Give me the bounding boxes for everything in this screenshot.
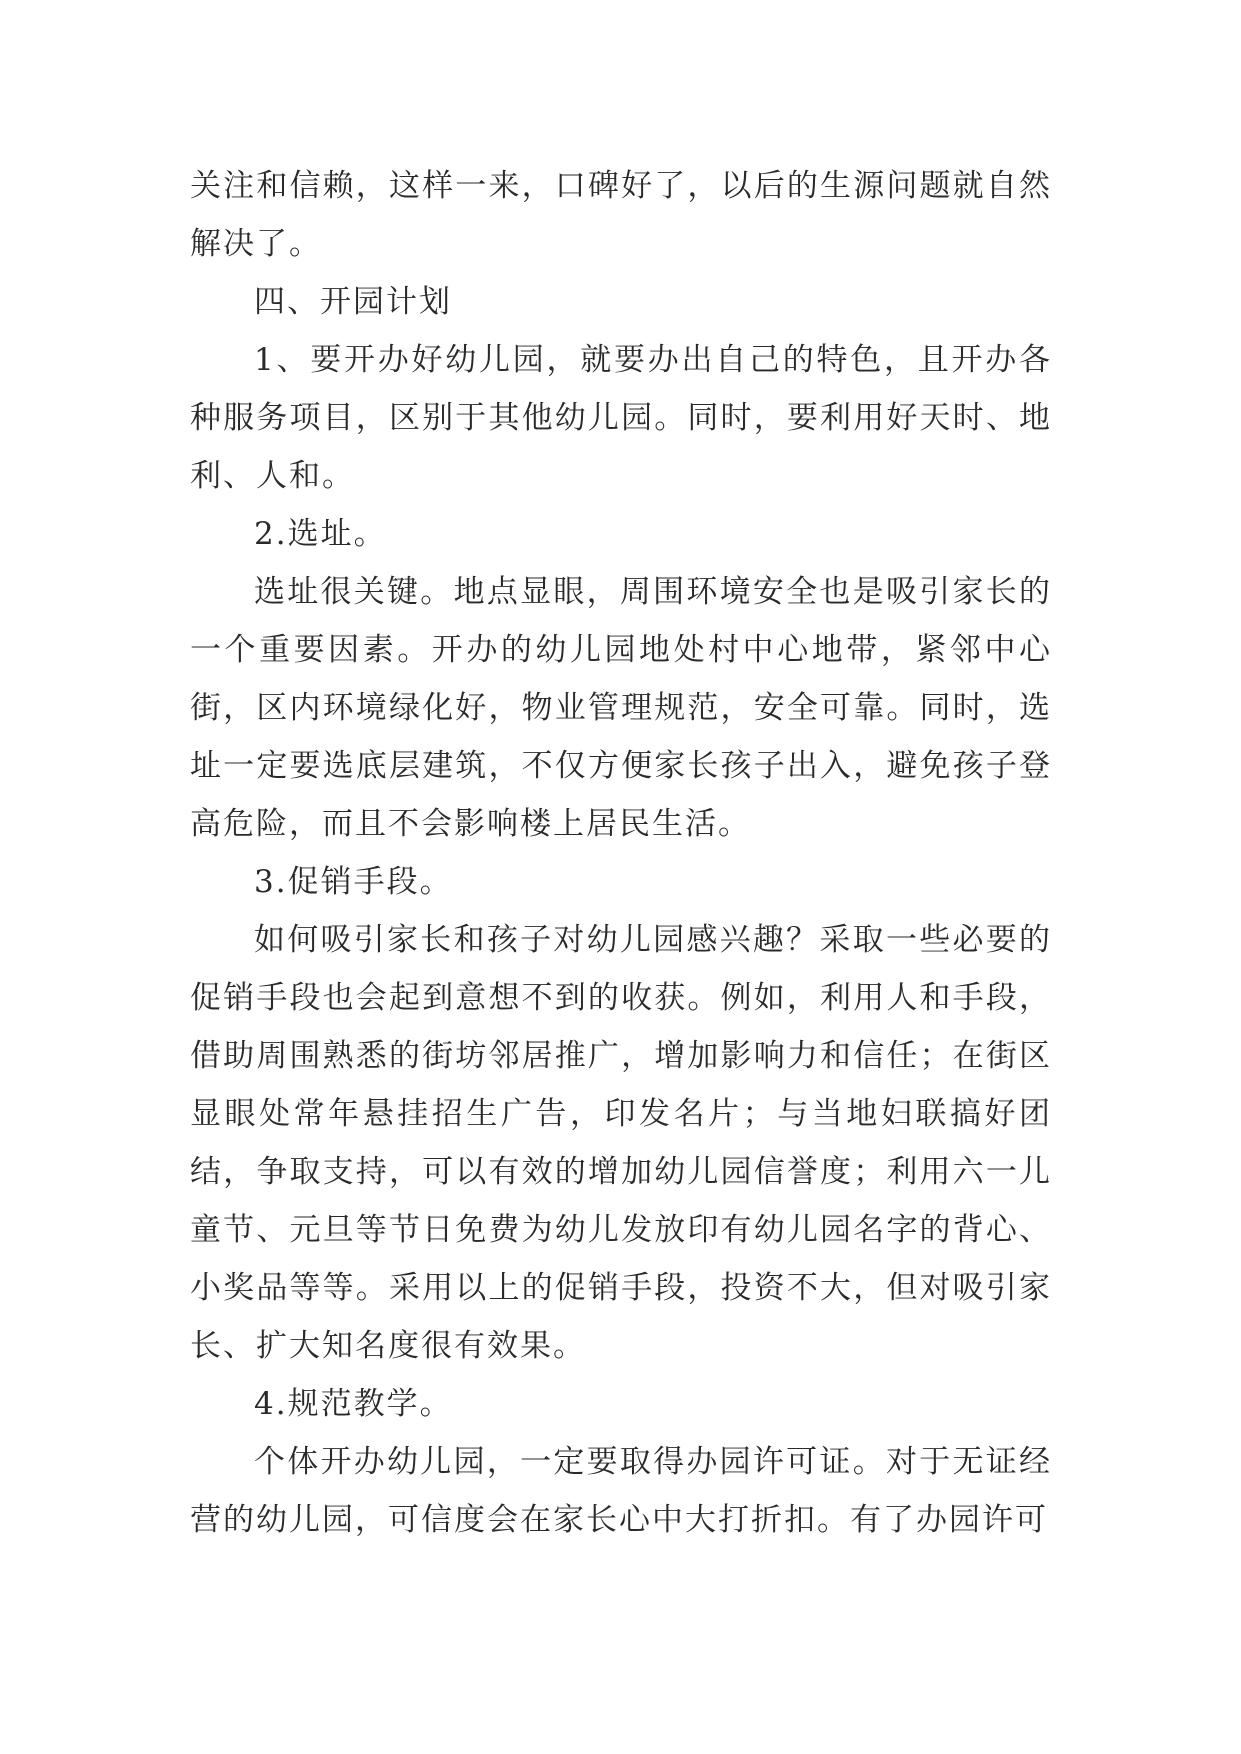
paragraph-standard-teaching: 个体开办幼儿园，一定要取得办园许可证。对于无证经营的幼儿园，可信度会在家长心中大打折扣。有了办园许可 (190, 1444, 1052, 1538)
subheading-site-selection: 2.选址。 (254, 516, 387, 552)
document-body (190, 157, 1052, 1549)
paragraph-item-1: 1、要开办好幼儿园，就要办出自己的特色，且开办各种服务项目，区别于其他幼儿园。同时，要利用好天时、地利、人和。 (190, 342, 1052, 494)
paragraph-continuation: 关注和信赖，这样一来，口碑好了，以后的生源问题就自然解决了。 (190, 168, 1052, 262)
paragraph-site-selection: 选址很关键。地点显眼，周围环境安全也是吸引家长的一个重要因素。开办的幼儿园地处村中心地带，紧邻中心街，区内环境绿化好，物业管理规范，安全可靠。同时，选址一定要选底层建筑，不仅方便家长孩子出入，避免孩子登高危险，而且不会影响楼上居民生活。 (190, 574, 1052, 842)
paragraph-promotion: 如何吸引家长和孩子对幼儿园感兴趣？采取一些必要的促销手段也会起到意想不到的收获。例如，利用人和手段，借助周围熟悉的街坊邻居推广，增加影响力和信任；在街区显眼处常年悬挂招生广告，印发名片；与当地妇联搞好团结，争取支持，可以有效的增加幼儿园信誉度；利用六一儿童节、元旦等节日免费为幼儿发放印有幼儿园名字的背心、小奖品等等。采用以上的促销手段，投资不大，但对吸引家长、扩大知名度很有效果。 (190, 922, 1052, 1364)
subheading-standard-teaching: 4.规范教学。 (254, 1386, 453, 1422)
subheading-promotion: 3.促销手段。 (254, 864, 453, 900)
section-heading-opening-plan: 四、开园计划 (254, 284, 452, 320)
